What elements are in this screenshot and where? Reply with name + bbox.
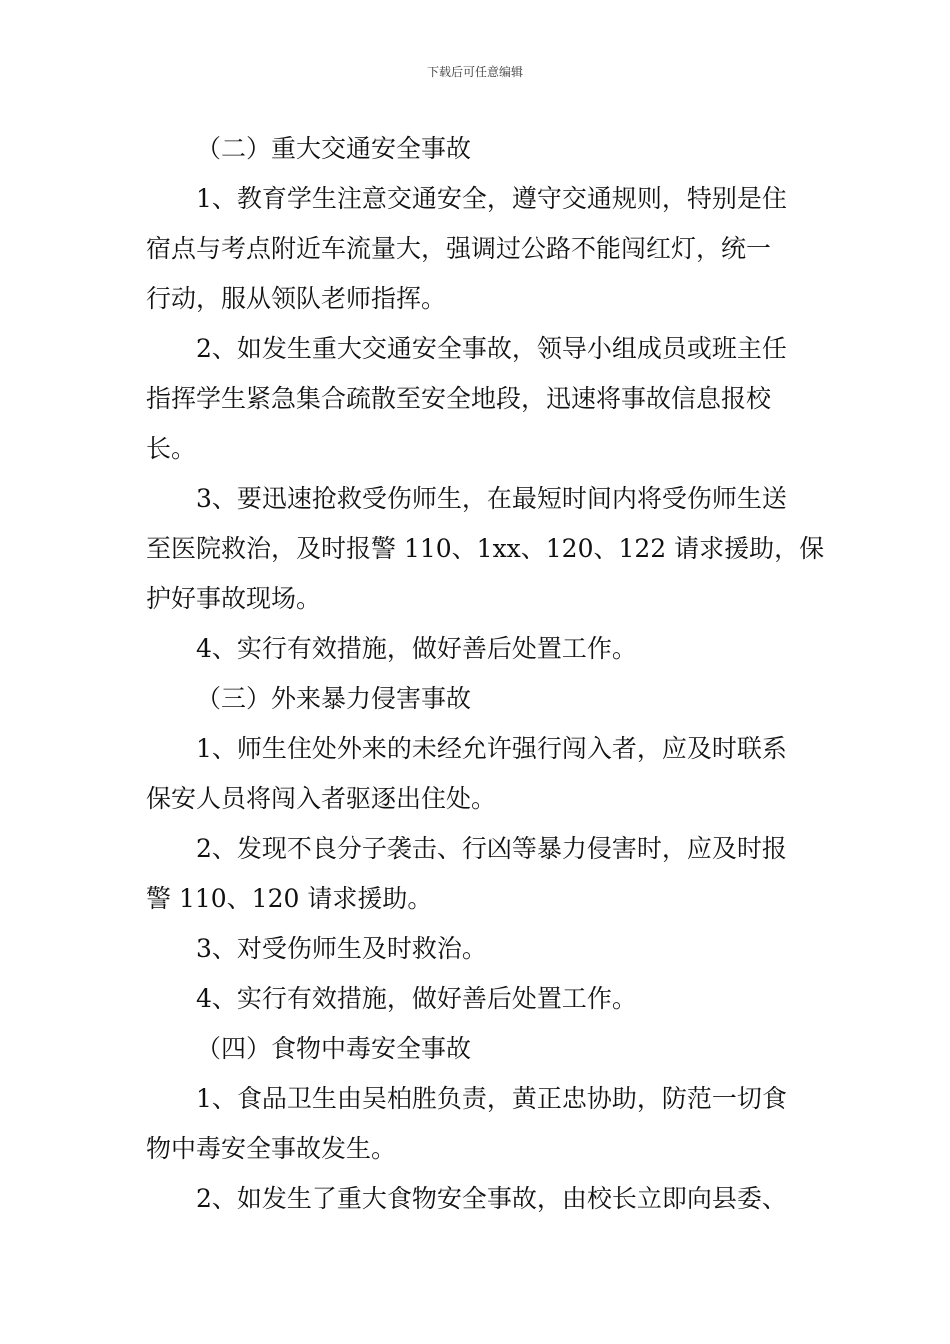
text-line: 2、如发生了重大食物安全事故，由校长立即向县委、 (196, 1184, 787, 1213)
text-line: 行动，服从领队老师指挥。 (146, 284, 447, 313)
text-line: 3、要迅速抢救受伤师生，在最短时间内将受伤师生送 (196, 484, 787, 513)
text-line: 保安人员将闯入者驱逐出住处。 (146, 784, 497, 813)
text-line: 物中毒安全事故发生。 (146, 1134, 397, 1163)
section-heading-violence (146, 674, 810, 724)
section-heading-food (146, 1024, 810, 1074)
text-line: （三）外来暴力侵害事故 (196, 684, 472, 713)
paragraph (146, 924, 810, 974)
text-line: 1、师生住处外来的未经允许强行闯入者，应及时联系 (196, 734, 787, 763)
text-line: （二）重大交通安全事故 (196, 134, 472, 163)
paragraph (146, 724, 810, 824)
paragraph (146, 974, 810, 1024)
text-line: 1、教育学生注意交通安全，遵守交通规则，特别是住 (196, 184, 787, 213)
text-line: 长。 (146, 434, 197, 463)
document-body (146, 124, 825, 1224)
text-line: 1、食品卫生由吴柏胜负责，黄正忠协助，防范一切食 (196, 1084, 787, 1113)
text-line: 3、对受伤师生及时救治。 (196, 934, 487, 963)
text-line: 指挥学生紧急集合疏散至安全地段，迅速将事故信息报校 (146, 384, 772, 413)
text-line: （四）食物中毒安全事故 (196, 1034, 472, 1063)
paragraph (146, 174, 810, 324)
text-line: 宿点与考点附近车流量大，强调过公路不能闯红灯，统一 (146, 234, 772, 263)
text-line: 护好事故现场。 (146, 584, 322, 613)
text-line: 4、实行有效措施，做好善后处置工作。 (196, 634, 637, 663)
paragraph (146, 1074, 810, 1174)
text-line: 2、发现不良分子袭击、行凶等暴力侵害时，应及时报 (196, 834, 787, 863)
paragraph (146, 324, 810, 474)
page-header: 下载后可任意编辑 (426, 65, 523, 79)
paragraph (146, 824, 810, 924)
section-heading-traffic (146, 124, 810, 174)
text-line: 4、实行有效措施，做好善后处置工作。 (196, 984, 637, 1013)
paragraph (146, 1174, 810, 1224)
paragraph (146, 624, 810, 674)
text-line: 警 110、120 请求援助。 (146, 884, 433, 913)
text-line: 至医院救治，及时报警 110、1xx、120、122 请求援助，保 (146, 534, 825, 563)
paragraph (146, 474, 825, 624)
text-line: 2、如发生重大交通安全事故，领导小组成员或班主任 (196, 334, 787, 363)
